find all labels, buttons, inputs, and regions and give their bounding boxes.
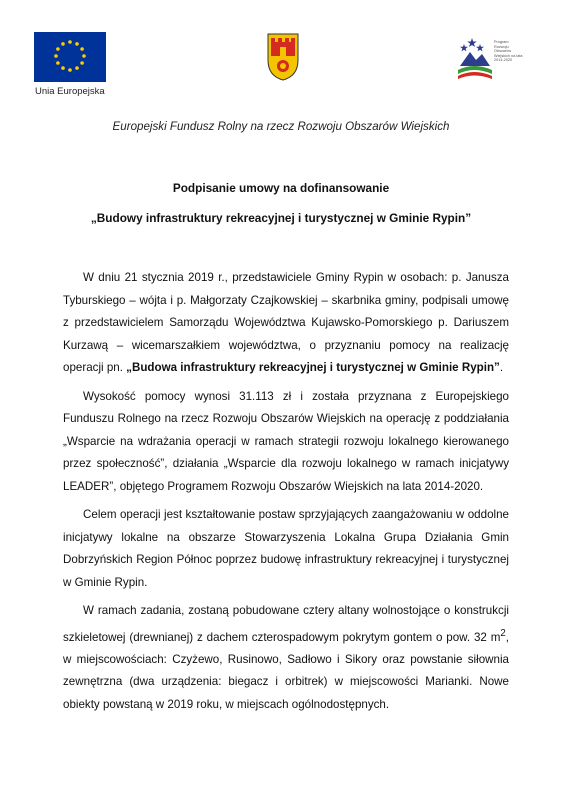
paragraph-2: Wysokość pomocy wynosi 31.113 zł i została przyznana z Europejskiego Funduszu Rolnego na rzecz Rozwoju Obszarów Wiejskich na operację z poddziałania „Wsparcie na wdrażania operacji w ramach strategii rozwoju lokalnego kierowanego przez społeczność”, działania „Wsparcie dla rozwoju lokalnego w ramach inicjatywy LEADER”, objętego Programem Rozwoju Obszarów Wiejskich na lata 2014-2020. bbox=[63, 389, 509, 493]
eu-flag-logo bbox=[34, 32, 106, 82]
gmina-rypin-coat-of-arms bbox=[266, 32, 300, 82]
document-body bbox=[63, 267, 509, 722]
project-name-bold: „Budowa infrastruktury rekreacyjnej i turystycznej w Gminie Rypin” bbox=[126, 361, 500, 374]
prow-logo-text: Program Rozwoju Obszarów Wiejskich na lata 2014-2020 bbox=[494, 40, 523, 63]
fund-name-line: Europejski Fundusz Rolny na rzecz Rozwoju Obszarów Wiejskich bbox=[112, 120, 450, 133]
paragraph-4: W ramach zadania, zostaną pobudowane cztery altany wolnostojące o konstrukcji szkieletowej (drewnianej) z dachem czterospadowym pokrytym gontem o pow. 32 $m^2$, w miejscowościach: Czyżewo, Rusinowo, Sadłowo i Sikory oraz powstanie siłownia zewnętrzna (dwa urządzenia: biegacz i orbitrek) w miejscowości Marianki. Nowe obiekty powstaną w 2019 roku, w miejscach ogólnodostępnych. bbox=[63, 604, 509, 711]
document-title: Podpisanie umowy na dofinansowanie bbox=[172, 181, 390, 195]
document-subtitle: „Budowy infrastruktury rekreacyjnej i turystycznej w Gminie Rypin” bbox=[90, 211, 472, 225]
paragraph-1: W dniu 21 stycznia 2019 r., przedstawiciele Gminy Rypin w osobach: p. Janusza Tyburskiego – wójta i p. Małgorzaty Czajkowskiej – skarbnika gminy, podpisali umowę z przedstawicielem Samorządu Województwa Kujawsko-Pomorskiego p. Dariuszem Kurzawą – wicemarszałkiem województwa, o przyznaniu pomocy na realizację operacji pn. „Budowa infrastruktury rekreacyjnej i turystycznej w Gminie Rypin”. bbox=[63, 271, 509, 374]
paragraph-3: Celem operacji jest kształtowanie postaw sprzyjających zaangażowaniu w oddolne inicjatywy lokalne na obszarze Stowarzyszenia Lokalna Grupa Działania Gmin Dobrzyńskich Region Północ poprzez budowę infrastruktury rekreacyjnej i turystycznej w Gminie Rypin. bbox=[63, 508, 509, 589]
eu-caption: Unia Europejska bbox=[35, 86, 105, 97]
